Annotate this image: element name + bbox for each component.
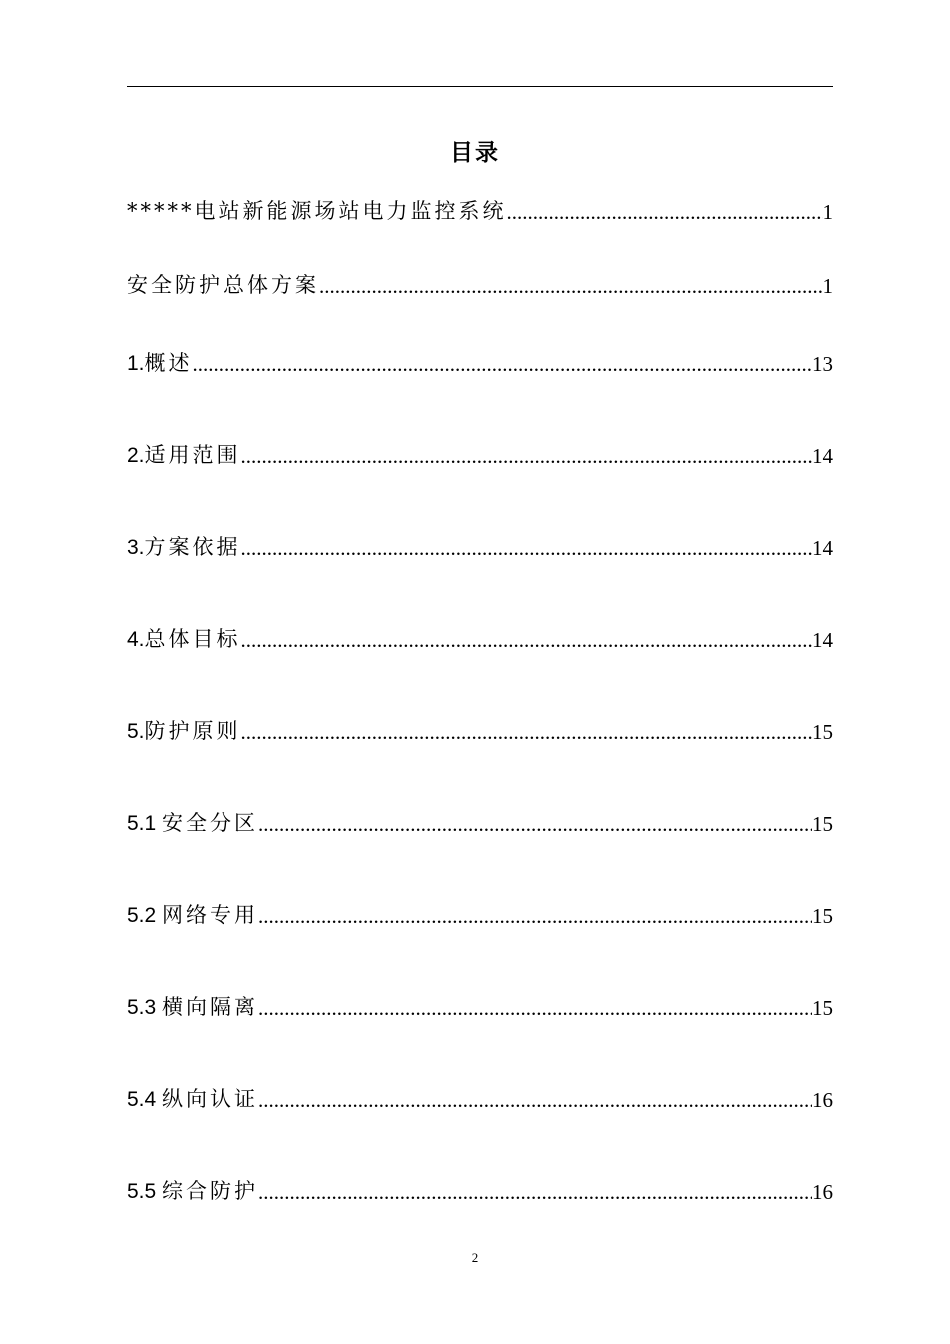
toc-entry-page: 15 (812, 904, 833, 928)
header-rule (127, 86, 833, 87)
toc-entry[interactable] (127, 1082, 833, 1118)
toc-leader-dots (241, 622, 812, 658)
toc-entry-number: 5.1 (127, 812, 163, 835)
toc-entry-label: 概述 (144, 351, 193, 375)
toc-entry[interactable] (127, 268, 833, 304)
toc-leader-dots (258, 898, 812, 934)
toc-entry-label: 适用范围 (144, 443, 241, 467)
toc-leader-dots (193, 346, 812, 382)
toc-entry-label: 防护原则 (144, 719, 241, 743)
toc-entry-label: 总体目标 (144, 627, 241, 651)
toc-entry-page: 13 (812, 352, 833, 376)
toc-entry-page: 16 (812, 1180, 833, 1204)
toc-entry-label: 纵向认证 (162, 1087, 259, 1111)
toc-entry-page: 14 (812, 536, 833, 560)
toc-entry-page: 15 (812, 996, 833, 1020)
toc-entry[interactable] (127, 530, 833, 566)
toc-entry-page: 15 (812, 812, 833, 836)
toc-entry-page: 1 (822, 274, 833, 298)
toc-entry-label: 综合防护 (162, 1179, 259, 1203)
toc-entry[interactable] (127, 898, 833, 934)
toc-leader-dots (258, 1174, 812, 1210)
toc-entry[interactable] (127, 346, 833, 382)
toc-leader-dots (258, 990, 812, 1026)
toc-leader-dots (258, 806, 812, 842)
toc-leader-dots (319, 268, 823, 304)
toc-entry-label: 安全分区 (162, 811, 259, 835)
toc-entry-number: 5.3 (127, 996, 163, 1019)
toc-entry[interactable] (127, 990, 833, 1026)
toc-entry-page: 14 (812, 628, 833, 652)
toc-entry-number: 5. (127, 720, 145, 743)
page-number: 2 (471, 1250, 479, 1265)
toc-leader-dots (258, 1082, 812, 1118)
toc-entry-number: 4. (127, 628, 145, 651)
toc-entry-label: *****电站新能源场站电力监控系统 (127, 199, 507, 223)
toc-entry-number: 1. (127, 352, 145, 375)
toc-entry[interactable] (127, 438, 833, 474)
toc-entry[interactable] (127, 714, 833, 750)
toc-entry-page: 16 (812, 1088, 833, 1112)
toc-entry[interactable] (127, 806, 833, 842)
toc-entry[interactable] (127, 194, 833, 230)
toc-entry-number: 3. (127, 536, 145, 559)
toc-entry-number: 5.2 (127, 904, 163, 927)
toc-entry-page: 14 (812, 444, 833, 468)
toc-leader-dots (507, 194, 823, 230)
toc-leader-dots (241, 530, 812, 566)
toc-entry-label: 网络专用 (162, 903, 259, 927)
toc-entry-label: 安全防护总体方案 (127, 273, 319, 297)
toc-entry-label: 横向隔离 (162, 995, 259, 1019)
toc-leader-dots (241, 438, 812, 474)
toc-entry-number: 2. (127, 444, 145, 467)
toc-entry-label: 方案依据 (144, 535, 241, 559)
toc-leader-dots (241, 714, 812, 750)
toc-entry-number: 5.5 (127, 1180, 163, 1203)
toc-entry[interactable] (127, 1174, 833, 1210)
toc-title: 目录 (450, 140, 500, 166)
toc-entry-page: 15 (812, 720, 833, 744)
toc-entry-number: 5.4 (127, 1088, 163, 1111)
toc-entry-page: 1 (822, 200, 833, 224)
toc-entry[interactable] (127, 622, 833, 658)
